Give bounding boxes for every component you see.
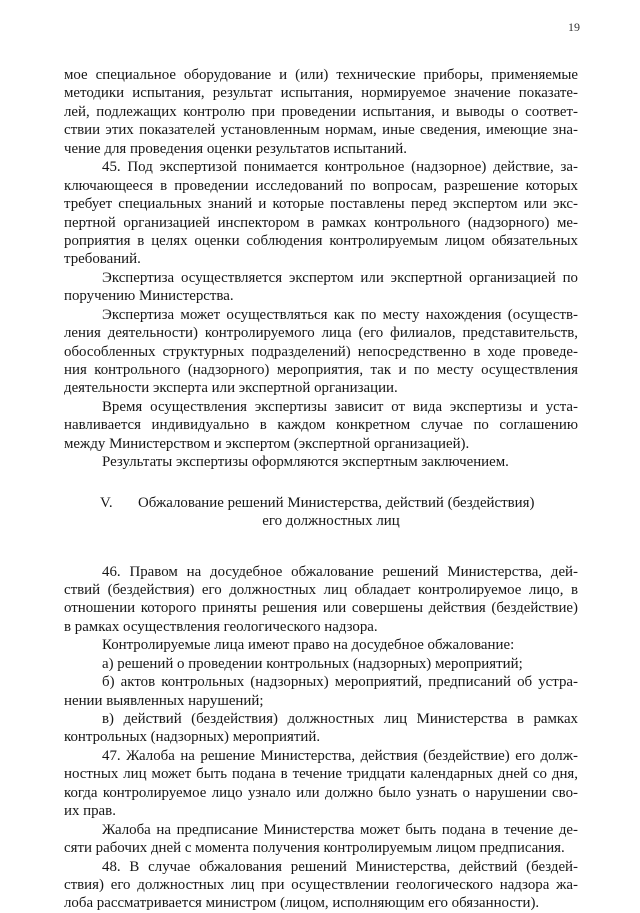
text-line: ностных лиц может быть подана в течение тридцати календарных дней со дня, xyxy=(64,766,578,783)
section-title-text: Обжалование решений Министерства, действий (бездействия) xyxy=(138,494,535,511)
text-line: ствии этих показателей установленным нормам, иные сведения, имеющие зна- xyxy=(64,122,578,139)
text-line: лей, подлежащих контролю при проведении испытания, и выводы о соответ- xyxy=(64,103,578,120)
text-line: 47. Жалоба на решение Министерства, действия (бездействие) его долж- xyxy=(102,747,578,764)
paragraph-order-complaint-term xyxy=(64,821,578,858)
text-line: Контролируемые лица имеют право на досудебное обжалование: xyxy=(102,637,515,654)
text-line: между Министерством и экспертом (экспертной организацией). xyxy=(64,435,470,452)
list-item-v xyxy=(64,710,578,747)
text-line: Экспертиза осуществляется экспертом или экспертной организацией по xyxy=(102,269,578,286)
text-line: их прав. xyxy=(64,803,116,820)
text-line: ния контрольного (надзорного) мероприятия, так и по месту осуществления xyxy=(64,362,578,378)
text-line: требует специальных знаний и которые поставлены перед экспертом или экс- xyxy=(64,196,578,213)
text-line: пертной организацией инспектором в рамках контрольного (надзорного) ме- xyxy=(64,214,578,231)
text-line: методики испытания, результат испытания, нормируемое значение показате- xyxy=(64,85,578,102)
text-line: в) действий (бездействия) должностных лиц Министерства в рамках xyxy=(102,711,578,727)
paragraph-47-complaint-term xyxy=(64,747,578,821)
text-line: 48. В случае обжалования решений Министерства, действий (бездей- xyxy=(102,858,578,875)
paragraph-45-expertise xyxy=(64,158,578,269)
text-line: навливается индивидуально в каждом конкретном случае по соглашению xyxy=(64,417,578,434)
list-item-a xyxy=(64,655,578,673)
text-line: Результаты экспертизы оформляются экспертным заключением. xyxy=(102,454,509,471)
page-number: 19 xyxy=(568,20,580,34)
section-heading xyxy=(64,494,578,531)
text-line: Время осуществления экспертизы зависит от вида экспертизы и уста- xyxy=(102,398,578,415)
text-line: в рамках осуществления геологического надзора. xyxy=(64,618,378,635)
text-line: мое специальное оборудование и (или) технические приборы, применяемые xyxy=(64,67,578,83)
text-line: роприятия в целях оценки соблюдения контролируемым лицом обязательных xyxy=(64,232,578,249)
document-body xyxy=(64,66,578,913)
text-line: требований. xyxy=(64,251,141,268)
text-line: лоба рассматривается министром (лицом, исполняющим его обязанности). xyxy=(64,895,540,912)
section-title-line-2: его должностных лиц xyxy=(262,513,400,530)
paragraph-appeal-scope xyxy=(64,636,578,654)
paragraph-expertise-time xyxy=(64,398,578,453)
text-line: обособленных структурных подразделений) непосредственно в ходе проведе- xyxy=(64,343,578,360)
text-line: ствий (бездействия) его должностных лиц обладает контролируемое лицо, в xyxy=(64,581,578,598)
text-line: ствия) его должностных лиц при осуществлении геологического надзора жа- xyxy=(64,876,578,893)
text-line: деятельности эксперта или экспертной организации. xyxy=(64,380,398,397)
paragraph-expertise-performer xyxy=(64,269,578,306)
text-line: Экспертиза может осуществляться как по месту нахождения (осуществ- xyxy=(102,306,578,323)
text-line: ления деятельности) контролируемого лица (его филиалов, представительств, xyxy=(64,325,578,342)
list-item-b xyxy=(64,673,578,710)
paragraph-test-results-continued xyxy=(64,66,578,158)
section-number: V. xyxy=(100,494,113,511)
text-line: а) решений о проведении контрольных (надзорных) мероприятий; xyxy=(102,655,523,672)
text-line: чение для проведения оценки результатов испытаний. xyxy=(64,140,407,157)
text-line: сяти рабочих дней с момента получения контролируемым лицом предписания. xyxy=(64,840,565,857)
paragraph-46-appeal-right xyxy=(64,563,578,637)
paragraph-expertise-results xyxy=(64,453,578,471)
text-line: 45. Под экспертизой понимается контрольное (надзорное) действие, за- xyxy=(102,159,578,176)
text-line: отношении которого приняты решения или совершены действия (бездействие) xyxy=(64,600,578,617)
text-line: 46. Правом на досудебное обжалование решений Министерства, дей- xyxy=(102,563,578,580)
paragraph-expertise-location xyxy=(64,306,578,398)
text-line: ключающееся в проведении исследований по вопросам, разрешение которых xyxy=(64,177,578,194)
section-title-line-1 xyxy=(64,494,578,512)
text-line: контрольных (надзорных) мероприятий. xyxy=(64,729,321,746)
text-line: Жалоба на предписание Министерства может быть подана в течение де- xyxy=(102,821,578,838)
text-line: нении выявленных нарушений; xyxy=(64,692,264,709)
text-line: поручению Министерства. xyxy=(64,288,234,305)
text-line: когда контролируемое лицо узнало или должно было узнать о нарушении сво- xyxy=(64,784,578,801)
text-line: б) актов контрольных (надзорных) мероприятий, предписаний об устра- xyxy=(102,674,578,691)
